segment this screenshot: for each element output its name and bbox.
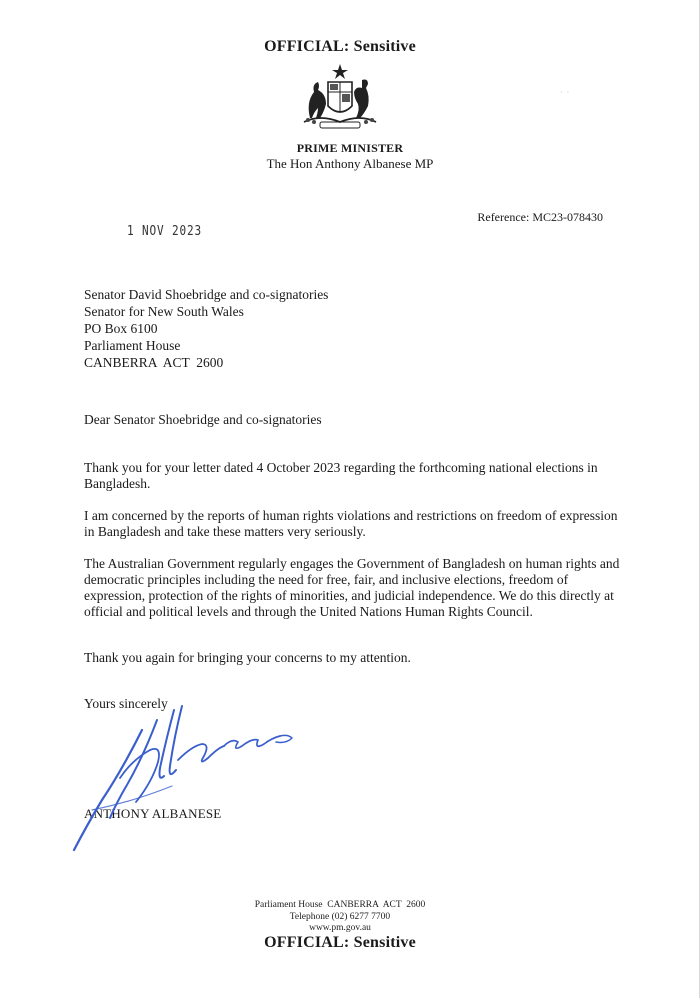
paragraph-1: Thank you for your letter dated 4 October 2023 regarding the forthcoming national elections in Bangladesh. [84,460,598,491]
scan-speck: · · [560,88,570,97]
salutation: Dear Senator Shoebridge and co-signatories [84,412,322,427]
handwritten-signature [62,690,312,860]
address-line: Parliament House [84,338,181,353]
paragraph-3: The Australian Government regularly engages the Government of Bangladesh on human rights and democratic principles including the need for free, fair, and inclusive elections, freedom of expression, protection of the rights of minorities, and judicial independence. We do this directly at official and political levels and through the United Nations Human Rights Council. [84,556,620,619]
classification-footer: OFFICIAL: Sensitive [264,934,416,951]
paragraph-4: Thank you again for bringing your concerns to my attention. [84,650,411,665]
footer [0,900,680,935]
coat-of-arms-icon [290,62,390,134]
date-stamp: 1 NOV 2023 [127,224,203,239]
footer-address: Parliament House CANBERRA ACT 2600 [254,900,426,910]
footer-website: www.pm.gov.au [309,923,371,933]
classification-header: OFFICIAL: Sensitive [264,38,416,55]
footer-telephone: Telephone (02) 6277 7700 [289,911,391,922]
office-holder: The Hon Anthony Albanese MP [266,156,434,171]
letterhead [0,141,700,172]
reference-number: Reference: MC23-078430 [477,210,603,224]
address-line: Senator David Shoebridge and co-signatories [84,287,329,302]
closing: Yours sincerely [84,696,168,711]
recipient-address [84,286,328,371]
office-title: PRIME MINISTER [296,141,404,155]
address-line: PO Box 6100 [84,321,158,336]
address-line: CANBERRA ACT 2600 [84,355,224,370]
paragraph-2: I am concerned by the reports of human rights violations and restrictions on freedom of expression in Bangladesh and take these matters very seriously. [84,508,618,539]
address-line: Senator for New South Wales [84,304,244,319]
signatory-name: ANTHONY ALBANESE [84,806,222,821]
